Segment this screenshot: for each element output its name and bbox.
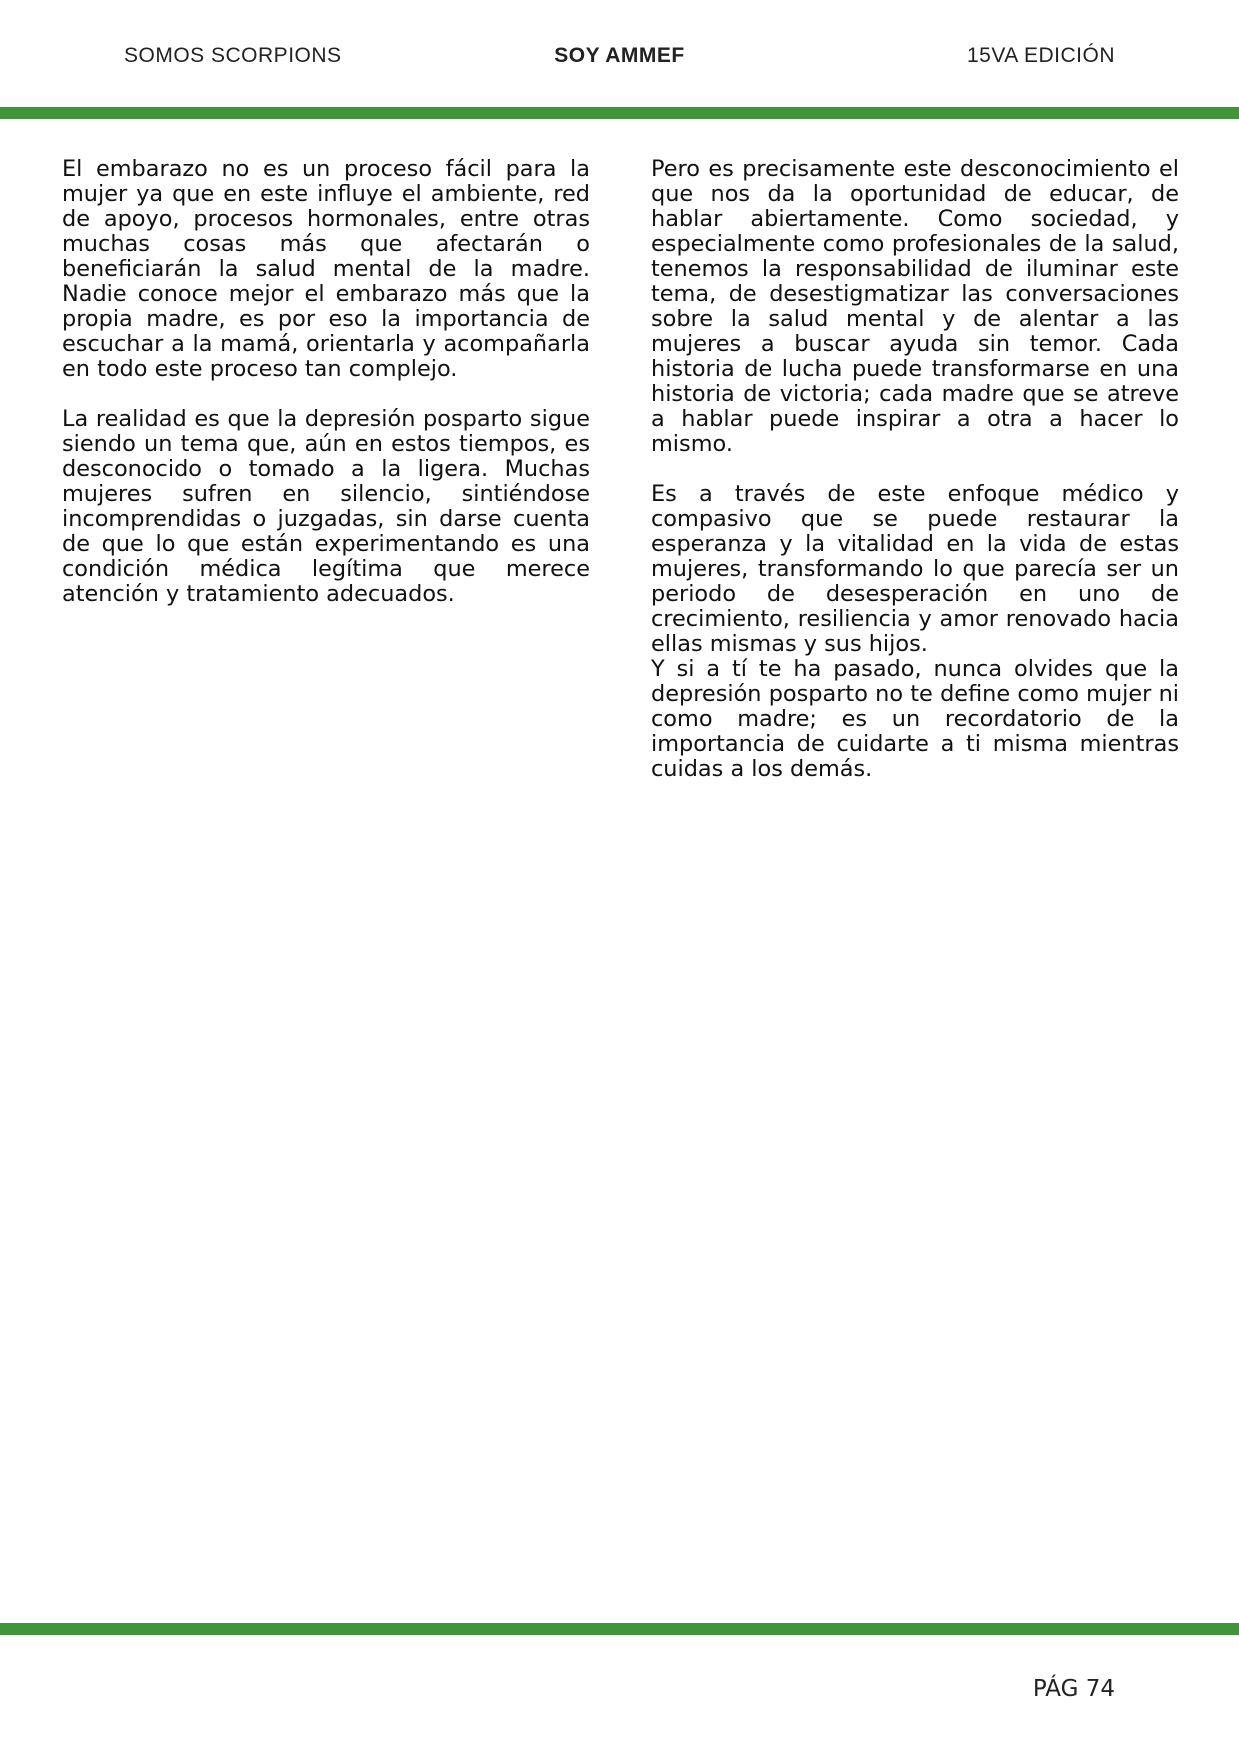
header-edition: 15VA EDICIÓN xyxy=(967,44,1115,67)
body-paragraph: El embarazo no es un proceso fácil para la mujer ya que en este influye el ambiente, red de apoyo, procesos hormonales, entre otras muchas cosas más que afectarán o beneficiarán la salud mental de la madre. Nadie conoce mejor el embarazo más que la propia madre, es por eso la importancia de escuchar a la mamá, orientarla y acompañarla en todo este proceso tan complejo. xyxy=(62,156,590,382)
body-paragraph: Es a través de este enfoque médico y compasivo que se puede restaurar la esperanza y la vitalidad en la vida de estas mujeres, transformando lo que parecía ser un periodo de desesperación en uno de crecimiento, resiliencia y amor renovado hacia ellas mismas y sus hijos. xyxy=(651,481,1179,657)
header-section-name: SOMOS SCORPIONS xyxy=(124,44,342,67)
page-header xyxy=(0,44,1239,74)
body-paragraph: Y si a tí te ha pasado, nunca olvides que la depresión posparto no te define como mujer ni como madre; es un recordatorio de la importancia de cuidarte a ti misma mientras cuidas a los demás. xyxy=(651,656,1179,782)
footer-divider xyxy=(0,1623,1239,1635)
body-paragraph: La realidad es que la depresión posparto sigue siendo un tema que, aún en estos tiempos, es desconocido o tomado a la ligera. Muchas mujeres sufren en silencio, sintiéndose incomprendidas o juzgadas, sin darse cuenta de que lo que están experimentando es una condición médica legítima que merece atención y tratamiento adecuados. xyxy=(62,406,590,607)
body-paragraph: Pero es precisamente este desconocimiento el que nos da la oportunidad de educar, de hablar abiertamente. Como sociedad, y especialmente como profesionales de la salud, tenemos la responsabilidad de iluminar este tema, de desestigmatizar las conversaciones sobre la salud mental y de alentar a las mujeres a buscar ayuda sin temor. Cada historia de lucha puede transformarse en una historia de victoria; cada madre que se atreve a hablar puede inspirar a otra a hacer lo mismo. xyxy=(651,156,1179,457)
left-text-column xyxy=(62,157,590,607)
page-number: PÁG 74 xyxy=(1032,1676,1115,1702)
header-publication-title: SOY AMMEF xyxy=(554,44,685,67)
right-text-column xyxy=(651,157,1179,782)
header-divider xyxy=(0,107,1239,119)
